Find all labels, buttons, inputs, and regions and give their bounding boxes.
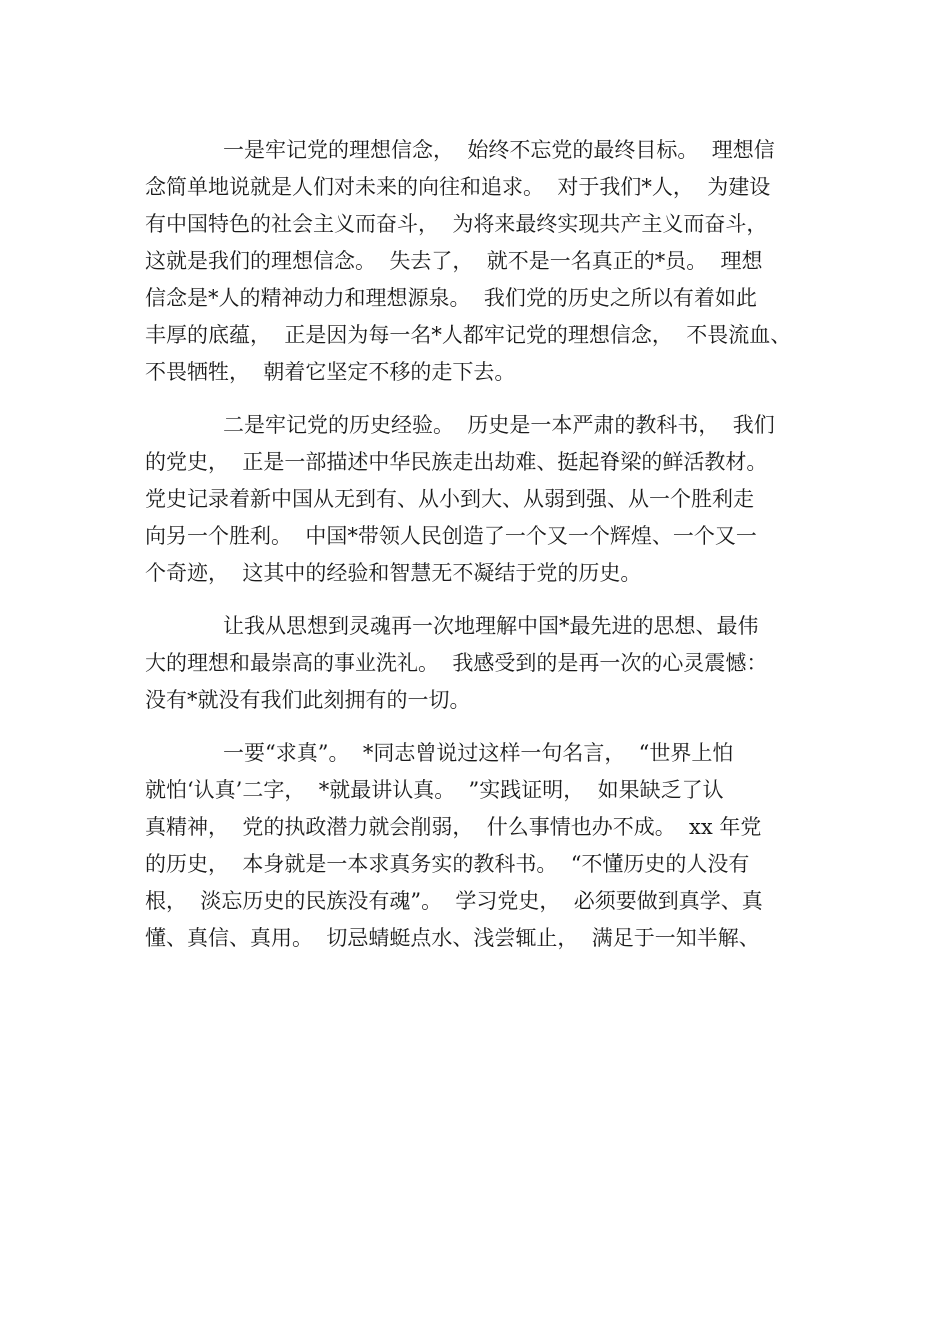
text-line: 的历史， 本身就是一本求真务实的教科书。 “不懂历史的人没有 — [145, 852, 750, 876]
text-line: 有中国特色的社会主义而奋斗， 为将来最终实现共产主义而奋斗， — [145, 212, 768, 236]
text-line: 一要“求真”。 *同志曾说过这样一句名言， “世界上怕 — [223, 741, 734, 765]
text-line: 让我从思想到灵魂再一次地理解中国*最先进的思想、最伟 — [223, 614, 759, 638]
text-line: 不畏牺牲， 朝着它坚定不移的走下去。 — [145, 360, 516, 384]
text-line: 的党史， 正是一部描述中华民族走出劫难、挺起脊梁的鲜活教材。 — [145, 450, 768, 474]
text-line: 信念是*人的精神动力和理想源泉。 我们党的历史之所以有着如此 — [145, 286, 757, 310]
text-line: 没有*就没有我们此刻拥有的一切。 — [145, 688, 471, 712]
document-body — [145, 132, 825, 973]
text-line: 就怕‘认真’二字， *就最讲认真。 ”实践证明， 如果缺乏了认 — [145, 778, 724, 802]
paragraph-3 — [145, 608, 825, 719]
text-line: 党史记录着新中国从无到有、从小到大、从弱到强、从一个胜利走 — [145, 487, 754, 511]
paragraph-4 — [145, 735, 825, 957]
text-line: 个奇迹， 这其中的经验和智慧无不凝结于党的历史。 — [145, 561, 642, 585]
text-line: 懂、真信、真用。 切忌蜻蜓点水、浅尝辄止， 满足于一知半解、 — [145, 926, 760, 950]
text-line: 一是牢记党的理想信念， 始终不忘党的最终目标。 理想信 — [223, 138, 775, 162]
paragraph-2 — [145, 407, 825, 592]
text-line: 向另一个胜利。 中国*带领人民创造了一个又一个辉煌、一个又一 — [145, 524, 757, 548]
paragraph-1 — [145, 132, 825, 391]
text-line: 真精神， 党的执政潜力就会削弱， 什么事情也办不成。 xx 年党 — [145, 815, 762, 839]
text-line: 根， 淡忘历史的民族没有魂”。 学习党史， 必须要做到真学、真 — [145, 889, 763, 913]
text-line: 二是牢记党的历史经验。 历史是一本严肃的教科书， 我们 — [223, 413, 775, 437]
text-line: 念简单地说就是人们对未来的向往和追求。 对于我们*人， 为建设 — [145, 175, 771, 199]
text-line: 丰厚的底蕴， 正是因为每一名*人都牢记党的理想信念， 不畏流血、 — [145, 323, 792, 347]
text-line: 大的理想和最崇高的事业洗礼。 我感受到的是再一次的心灵震憾： — [145, 651, 768, 675]
text-line: 这就是我们的理想信念。 失去了， 就不是一名真正的*员。 理想 — [145, 249, 763, 273]
